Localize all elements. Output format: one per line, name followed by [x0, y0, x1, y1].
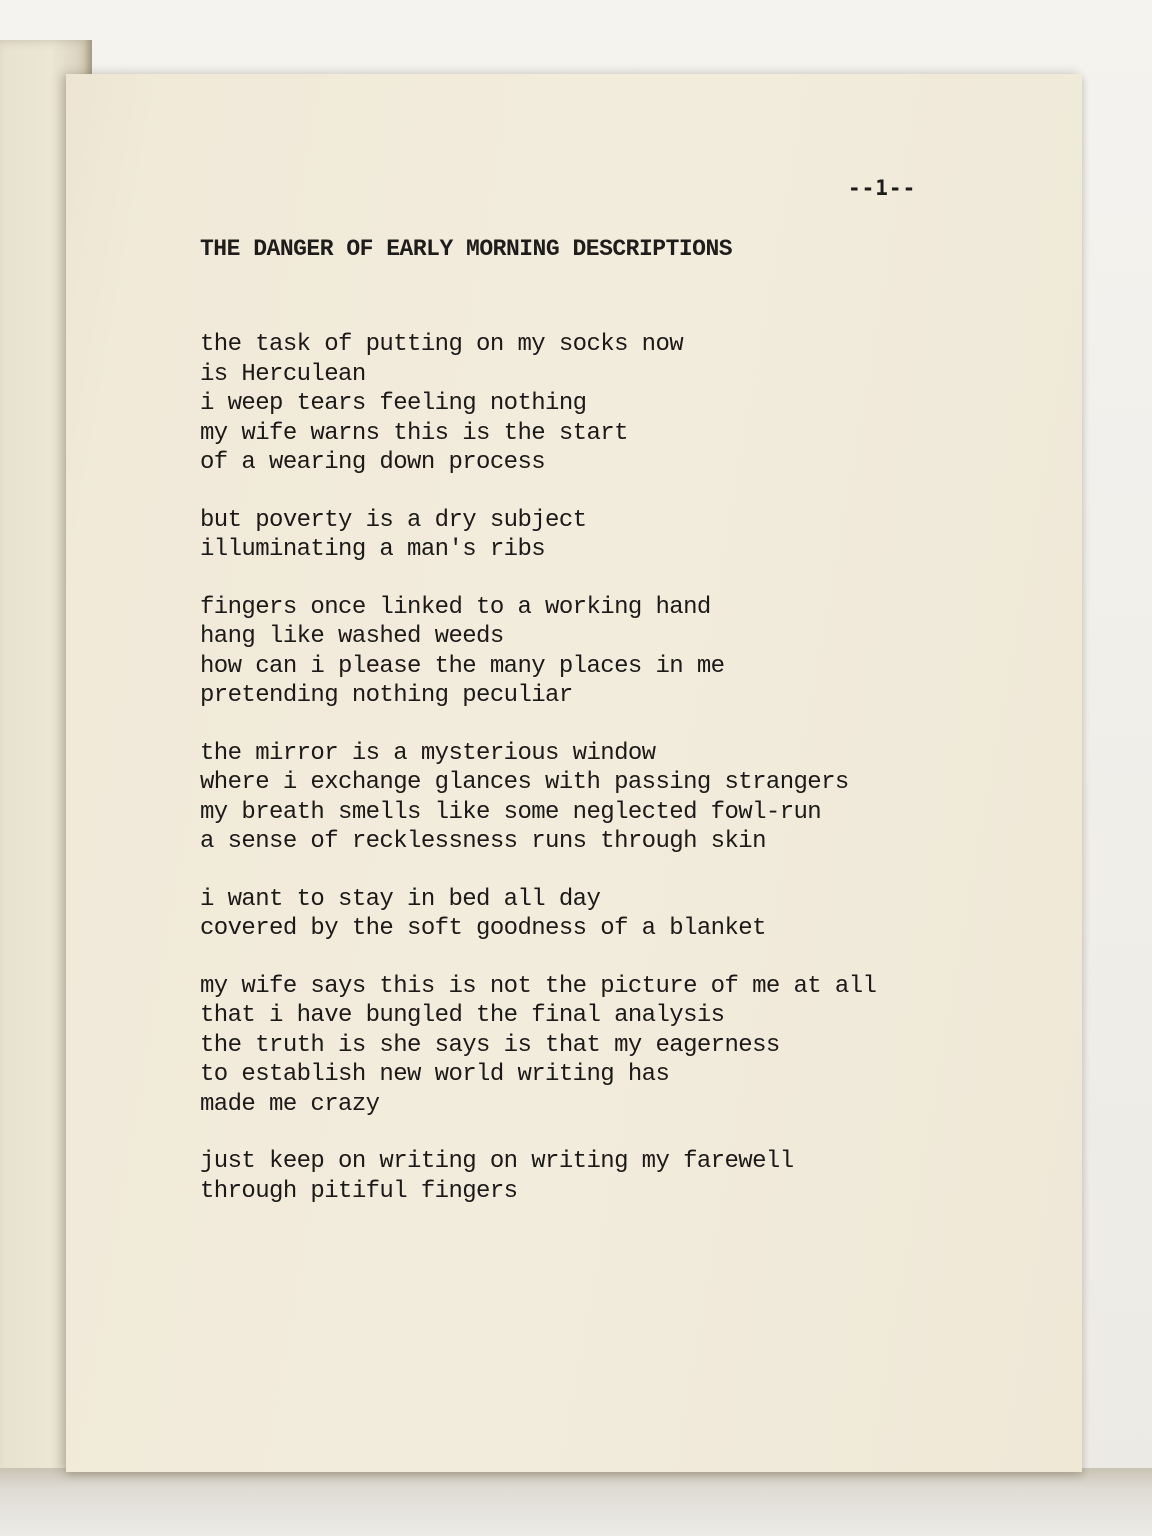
poem-line: pretending nothing peculiar	[200, 682, 573, 709]
poem-body	[200, 330, 940, 1234]
poem-line: my breath smells like some neglected fowl-run	[200, 798, 822, 826]
poem-line: my wife warns this is the start	[200, 419, 628, 447]
poem-line: through pitiful fingers	[200, 1177, 518, 1205]
poem-line: the mirror is a mysterious window	[200, 739, 656, 767]
poem-line: the task of putting on my socks now	[200, 331, 684, 358]
stanza	[200, 593, 940, 711]
stanza	[200, 506, 940, 565]
poem-title: THE DANGER OF EARLY MORNING DESCRIPTIONS	[200, 236, 733, 262]
stanza	[200, 972, 940, 1120]
poem-line: a sense of recklessness runs through skin	[200, 828, 766, 855]
poem-line: just keep on writing on writing my farewell	[200, 1148, 794, 1175]
poem-line: made me crazy	[200, 1090, 380, 1118]
poem-line: of a wearing down process	[200, 449, 546, 476]
page-number: --1--	[848, 176, 917, 200]
table-surface	[0, 1468, 1152, 1536]
poem-line: where i exchange glances with passing strangers	[200, 769, 849, 796]
poem-line: covered by the soft goodness of a blanket	[200, 915, 766, 942]
poem-line: how can i please the many places in me	[200, 652, 725, 680]
stanza	[200, 1147, 940, 1206]
poem-line: but poverty is a dry subject	[200, 506, 587, 534]
poem-line: is Herculean	[200, 360, 366, 388]
stanza	[200, 885, 940, 944]
poem-line: i want to stay in bed all day	[200, 885, 601, 913]
poem-line: fingers once linked to a working hand	[200, 593, 711, 621]
stanza	[200, 739, 940, 857]
poem-line: illuminating a man's ribs	[200, 536, 546, 563]
poem-line: my wife says this is not the picture of me at all	[200, 972, 877, 1000]
poem-line: i weep tears feeling nothing	[200, 390, 587, 417]
stanza	[200, 330, 940, 478]
poem-line: the truth is she says is that my eagerness	[200, 1031, 780, 1059]
poem-line: to establish new world writing has	[200, 1061, 670, 1088]
poem-line: that i have bungled the final analysis	[200, 1002, 725, 1029]
poem-line: hang like washed weeds	[200, 623, 504, 650]
